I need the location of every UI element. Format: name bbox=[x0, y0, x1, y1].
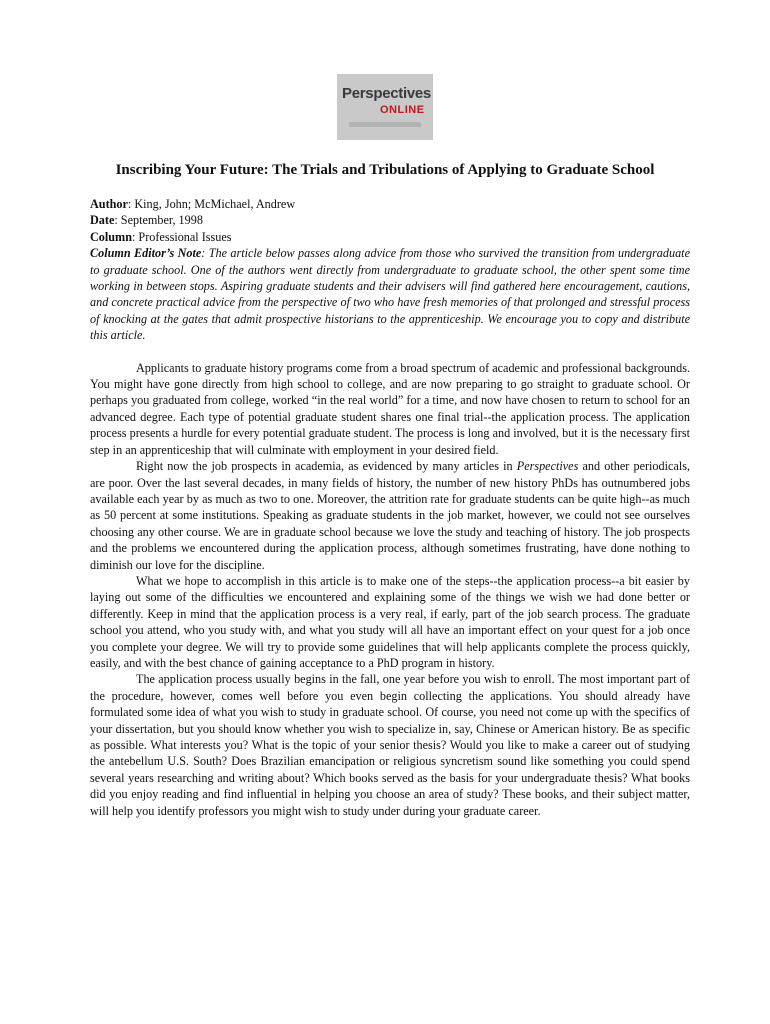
logo-online: ONLINE bbox=[380, 104, 425, 116]
paragraph-2-rest: and other periodicals, are poor. Over the last several decades, in many fields of history, the number of new history PhDs has outnumbered jobs available each year by as much as two to one. Moreover, the attrition rate for graduate students can be quite high--as much as 50 percent at some institutions. Speaking as graduate students in the job market, however, we could not see ourselves choosing any other course. We are in graduate school because we love the study and teaching of history. The job prospects and the problems we encountered during the application process, although sometimes frustrating, have done nothing to diminish our love for the discipline. bbox=[90, 459, 690, 572]
editor-note-label: Column Editor’s Note bbox=[90, 246, 202, 261]
column-line bbox=[90, 229, 690, 245]
date-value: : September, 1998 bbox=[114, 213, 203, 228]
date-line bbox=[90, 212, 690, 228]
paragraph-3: What we hope to accomplish in this article is to make one of the steps--the application process--a bit easier by laying out some of the difficulties we encountered and explaining some of the things we wish we had done better or differently. Keep in mind that the application process is a very real, if early, part of the job search process. The graduate school you attend, who you study with, and what you study will all have an important effect on your quest for a job once you complete your degree. We will try to provide some guidelines that will help applicants complete the process quickly, easily, and with the best chance of gaining acceptance to a PhD program in history. bbox=[90, 573, 690, 670]
column-label: Column bbox=[90, 229, 132, 244]
article-body bbox=[90, 196, 690, 819]
column-editor-note bbox=[90, 245, 690, 343]
article-title: Inscribing Your Future: The Trials and Tribulations of Applying to Graduate School bbox=[115, 162, 655, 178]
paragraph-4: The application process usually begins in the fall, one year before you wish to enroll. The most important part of the procedure, however, comes well before you even begin collecting the applications. You should already have formulated some idea of what you wish to study in graduate school. Of course, you need not come up with the specifics of your dissertation, but you should know whether you wish to specialize in, say, Chinese or American history. Be as specific as possible. What interests you? What is the topic of your senior thesis? Would you like to make a career out of studying the antebellum U.S. South? Does Brazilian emancipation or religious syncretism sound like something you could spend several years researching and writing about? Which books served as the basis for your undergraduate thesis? What books did you enjoy reading and find influential in helping you choose an area of study? These books, and their subject matter, will help you identify professors you might wish to study under during your graduate career. bbox=[90, 672, 690, 818]
date-label: Date bbox=[90, 213, 115, 228]
logo-bar bbox=[349, 122, 421, 127]
author-line bbox=[90, 196, 690, 212]
editor-note-text: : The article below passes along advice from those who survived the transition from undergraduate to graduate school. One of the authors went directly from undergraduate to graduate school, the other spent some time working in between stops. Aspiring graduate students and their advisers will find gathered here encouragement, cautions, and concrete practical advice from the perspective of two who have fresh memories of that prolonged and stressful process of knocking at the gates that admit prospective historians to the apprenticeship. We encourage you to copy and distribute this article. bbox=[90, 246, 690, 343]
logo-wordmark: Perspectives bbox=[342, 85, 431, 102]
perspectives-online-logo bbox=[337, 74, 433, 140]
paragraph-1: Applicants to graduate history programs come from a broad spectrum of academic and professional backgrounds. You might have gone directly from high school to college, and are now preparing to go straight to graduate school. Or perhaps you graduated from college, worked “in the real world” for a time, and now have chosen to return to school for an advanced degree. Each type of potential graduate student shares one final trial--the application process. The application process presents a hurdle for every potential graduate student. The process is long and involved, but it is the necessary first step in an apprenticeship that will culminate with employment in your desired field. bbox=[90, 360, 690, 457]
perspectives-italic: Perspectives bbox=[516, 459, 579, 474]
column-value: : Professional Issues bbox=[132, 229, 232, 244]
author-value: : King, John; McMichael, Andrew bbox=[127, 197, 296, 211]
author-label: Author bbox=[90, 197, 128, 211]
paragraph-2 bbox=[90, 458, 690, 573]
paragraph-2-start: Right now the job prospects in academia, as evidenced by many articles in bbox=[136, 459, 517, 474]
